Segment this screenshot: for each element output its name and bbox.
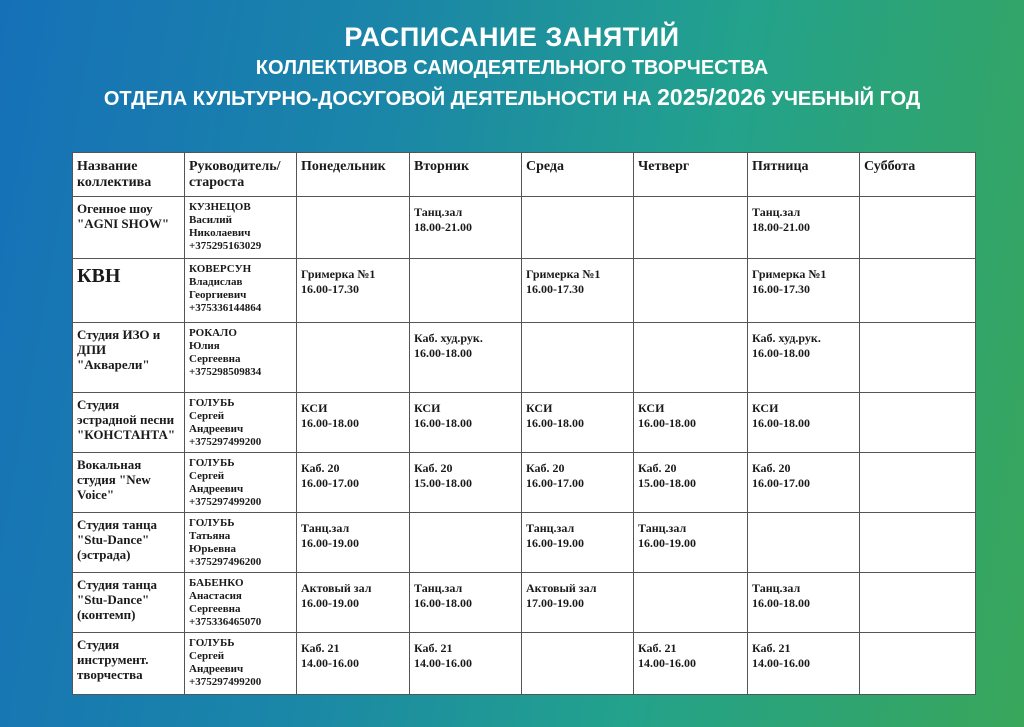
slot-time: 16.00-18.00	[414, 416, 472, 430]
leader-cell	[185, 453, 297, 513]
schedule-slot-wed	[522, 197, 634, 259]
schedule-slot-fri	[748, 323, 860, 393]
schedule-slot-tue	[410, 453, 522, 513]
collective-name: КВН	[73, 259, 185, 323]
slot-time: 16.00-19.00	[526, 536, 584, 550]
schedule-slot-thu	[634, 323, 748, 393]
schedule-slot-thu	[634, 633, 748, 695]
table-row	[73, 393, 976, 453]
col-header-tue: Вторник	[410, 153, 522, 197]
slot-room: КСИ	[414, 401, 441, 415]
slot-room: Каб. 20	[414, 461, 453, 475]
leader-line: Василий	[189, 214, 232, 226]
slot-time: 16.00-19.00	[301, 596, 359, 610]
slot-room: Каб. 21	[301, 641, 340, 655]
leader-line: +375295163029	[189, 240, 262, 252]
leader-line: Юрьевна	[189, 543, 236, 555]
schedule-slot-wed	[522, 453, 634, 513]
schedule-slot-wed	[522, 633, 634, 695]
schedule-table	[72, 152, 976, 695]
collective-name: Огенное шоу "AGNI SHOW"	[73, 197, 185, 259]
slot-room: Гримерка №1	[301, 267, 376, 281]
schedule-slot-wed	[522, 323, 634, 393]
table-row	[73, 513, 976, 573]
slot-time: 14.00-16.00	[752, 656, 810, 670]
leader-line: +375297499200	[189, 436, 262, 448]
slot-room: Гримерка №1	[526, 267, 601, 281]
leader-line: +375297496200	[189, 556, 262, 568]
col-header-thu: Четверг	[634, 153, 748, 197]
slot-time: 18.00-21.00	[414, 220, 472, 234]
collective-name: Студия инструмент. творчества	[73, 633, 185, 695]
schedule-slot-fri	[748, 513, 860, 573]
schedule-slot-mon	[297, 259, 410, 323]
slot-time: 16.00-18.00	[301, 416, 359, 430]
slot-time: 16.00-17.30	[301, 282, 359, 296]
col-header-fri: Пятница	[748, 153, 860, 197]
leader-cell	[185, 259, 297, 323]
slot-time: 18.00-21.00	[752, 220, 810, 234]
schedule-slot-wed	[522, 259, 634, 323]
col-header-leader: Руководитель/ староста	[185, 153, 297, 197]
schedule-slot-tue	[410, 573, 522, 633]
schedule-slot-thu	[634, 453, 748, 513]
slot-room: Гримерка №1	[752, 267, 827, 281]
schedule-slot-sat	[860, 633, 976, 695]
leader-line: +375297499200	[189, 676, 262, 688]
slot-room: КСИ	[301, 401, 328, 415]
schedule-slot-fri	[748, 393, 860, 453]
schedule-slot-thu	[634, 259, 748, 323]
col-header-name: Название коллектива	[73, 153, 185, 197]
slot-room: Каб. 20	[526, 461, 565, 475]
slot-room: Каб. худ.рук.	[414, 331, 483, 345]
slot-time: 16.00-18.00	[414, 596, 472, 610]
line3-prefix: ОТДЕЛА КУЛЬТУРНО-ДОСУГОВОЙ ДЕЯТЕЛЬНОСТИ НА	[103, 88, 652, 110]
schedule-slot-mon	[297, 453, 410, 513]
schedule-slot-sat	[860, 573, 976, 633]
table-row	[73, 323, 976, 393]
schedule-slot-tue	[410, 633, 522, 695]
leader-line: ГОЛУБЬ	[189, 457, 235, 469]
table-row	[73, 633, 976, 695]
leader-line: БАБЕНКО	[189, 577, 244, 589]
slot-room: Актовый зал	[526, 581, 597, 595]
slot-time: 14.00-16.00	[301, 656, 359, 670]
slot-room: Танц.зал	[752, 205, 801, 219]
schedule-slot-thu	[634, 197, 748, 259]
schedule-slot-sat	[860, 513, 976, 573]
schedule-slot-sat	[860, 259, 976, 323]
slot-room: Танц.зал	[752, 581, 801, 595]
leader-line: Андреевич	[189, 663, 244, 675]
leader-line: +375336144864	[189, 302, 262, 314]
poster-subtitle-line3	[0, 84, 1024, 111]
slot-room: Каб. 20	[752, 461, 791, 475]
schedule-slot-fri	[748, 573, 860, 633]
slot-time: 16.00-17.00	[526, 476, 584, 490]
collective-name: Студия эстрадной песни "КОНСТАНТА"	[73, 393, 185, 453]
leader-cell	[185, 393, 297, 453]
slot-time: 15.00-18.00	[414, 476, 472, 490]
table-row	[73, 573, 976, 633]
slot-time: 14.00-16.00	[414, 656, 472, 670]
schedule-slot-mon	[297, 513, 410, 573]
slot-time: 14.00-16.00	[638, 656, 696, 670]
slot-room: КСИ	[752, 401, 779, 415]
slot-room: Танц.зал	[414, 581, 463, 595]
collective-name: Вокальная студия "New Voice"	[73, 453, 185, 513]
slot-room: Каб. 20	[301, 461, 340, 475]
leader-cell	[185, 323, 297, 393]
leader-line: Николаевич	[189, 227, 251, 239]
schedule-slot-tue	[410, 259, 522, 323]
slot-time: 16.00-18.00	[752, 596, 810, 610]
schedule-sheet	[72, 152, 975, 694]
leader-line: Георгиевич	[189, 289, 247, 301]
leader-line: ГОЛУБЬ	[189, 397, 235, 409]
leader-line: ГОЛУБЬ	[189, 637, 235, 649]
slot-room: Танц.зал	[638, 521, 687, 535]
slot-time: 16.00-18.00	[752, 346, 810, 360]
leader-line: +375297499200	[189, 496, 262, 508]
schedule-slot-fri	[748, 197, 860, 259]
schedule-slot-mon	[297, 323, 410, 393]
schedule-slot-fri	[748, 453, 860, 513]
schedule-slot-wed	[522, 513, 634, 573]
slot-room: Каб. 21	[638, 641, 677, 655]
slot-room: Актовый зал	[301, 581, 372, 595]
slot-time: 17.00-19.00	[526, 596, 584, 610]
line3-suffix: УЧЕБНЫЙ ГОД	[771, 88, 921, 110]
leader-line: Анастасия	[189, 590, 242, 602]
leader-line: Юлия	[189, 340, 220, 352]
schedule-slot-thu	[634, 393, 748, 453]
schedule-slot-fri	[748, 259, 860, 323]
schedule-slot-tue	[410, 393, 522, 453]
slot-room: Танц.зал	[526, 521, 575, 535]
leader-line: Сергеевна	[189, 353, 241, 365]
slot-room: КСИ	[526, 401, 553, 415]
schedule-slot-tue	[410, 197, 522, 259]
schedule-slot-sat	[860, 323, 976, 393]
slot-time: 16.00-17.00	[752, 476, 810, 490]
schedule-slot-thu	[634, 573, 748, 633]
slot-room: Танц.зал	[414, 205, 463, 219]
schedule-slot-mon	[297, 393, 410, 453]
schedule-slot-fri	[748, 633, 860, 695]
leader-line: Сергей	[189, 650, 225, 662]
leader-line: Сергей	[189, 410, 225, 422]
slot-time: 16.00-17.00	[301, 476, 359, 490]
poster-subtitle: КОЛЛЕКТИВОВ САМОДЕЯТЕЛЬНОГО ТВОРЧЕСТВА	[255, 57, 769, 79]
leader-line: +375336465070	[189, 616, 262, 628]
slot-room: Каб. худ.рук.	[752, 331, 821, 345]
schedule-slot-wed	[522, 573, 634, 633]
slot-time: 15.00-18.00	[638, 476, 696, 490]
slot-room: Каб. 21	[752, 641, 791, 655]
leader-line: Сергей	[189, 470, 225, 482]
slot-time: 16.00-18.00	[526, 416, 584, 430]
leader-line: КОВЕРСУН	[189, 263, 252, 275]
slot-room: Каб. 21	[414, 641, 453, 655]
leader-cell	[185, 197, 297, 259]
schedule-slot-thu	[634, 513, 748, 573]
collective-name: Студия танца "Stu-Dance" (эстрада)	[73, 513, 185, 573]
leader-line: Андреевич	[189, 423, 244, 435]
schedule-slot-wed	[522, 393, 634, 453]
table-header-row	[73, 153, 976, 197]
slot-room: Танц.зал	[301, 521, 350, 535]
leader-line: ГОЛУБЬ	[189, 517, 235, 529]
slot-time: 16.00-18.00	[638, 416, 696, 430]
slot-room: КСИ	[638, 401, 665, 415]
leader-line: Андреевич	[189, 483, 244, 495]
slot-time: 16.00-18.00	[414, 346, 472, 360]
schedule-slot-tue	[410, 323, 522, 393]
col-header-mon: Понедельник	[297, 153, 410, 197]
schedule-slot-mon	[297, 197, 410, 259]
leader-cell	[185, 633, 297, 695]
leader-line: КУЗНЕЦОВ	[189, 201, 251, 213]
schedule-slot-sat	[860, 453, 976, 513]
collective-name: Студия танца "Stu-Dance" (контемп)	[73, 573, 185, 633]
leader-line: Владислав	[189, 276, 243, 288]
schedule-slot-sat	[860, 393, 976, 453]
table-row	[73, 259, 976, 323]
table-row	[73, 197, 976, 259]
slot-time: 16.00-18.00	[752, 416, 810, 430]
schedule-slot-mon	[297, 633, 410, 695]
leader-cell	[185, 513, 297, 573]
slot-time: 16.00-19.00	[638, 536, 696, 550]
leader-line: +375298509834	[189, 366, 262, 378]
schedule-slot-sat	[860, 197, 976, 259]
col-header-sat: Суббота	[860, 153, 976, 197]
slot-room: Каб. 20	[638, 461, 677, 475]
leader-line: РОКАЛО	[189, 327, 237, 339]
col-header-wed: Среда	[522, 153, 634, 197]
slot-time: 16.00-17.30	[752, 282, 810, 296]
slot-time: 16.00-17.30	[526, 282, 584, 296]
poster-title: РАСПИСАНИЕ ЗАНЯТИЙ	[344, 22, 680, 52]
school-year: 2025/2026	[657, 84, 766, 110]
leader-cell	[185, 573, 297, 633]
schedule-slot-mon	[297, 573, 410, 633]
schedule-slot-tue	[410, 513, 522, 573]
leader-line: Татьяна	[189, 530, 231, 542]
slot-time: 16.00-19.00	[301, 536, 359, 550]
leader-line: Сергеевна	[189, 603, 241, 615]
collective-name: Студия ИЗО и ДПИ "Акварели"	[73, 323, 185, 393]
table-row	[73, 453, 976, 513]
